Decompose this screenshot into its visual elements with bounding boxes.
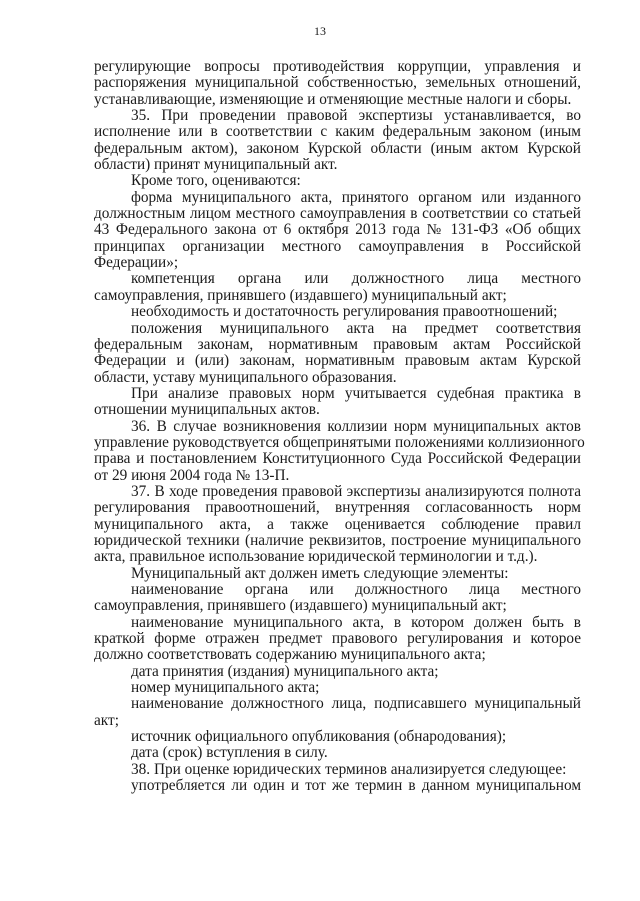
text-line: Федерации и (или) законам, нормативным правовым актам Курской	[94, 352, 581, 370]
text-line: устанавливающие, изменяющие и отменяющие местные налоги и сборы.	[94, 90, 572, 108]
text-line: 38. При оценке юридических терминов анализируется следующее:	[131, 760, 567, 778]
text-line: употребляется ли один и тот же термин в данном муниципальном	[131, 777, 581, 795]
text-line: самоуправления, принявшего (издавшего) муниципальный акт;	[94, 286, 507, 304]
text-line: права и постановлением Конституционного Суда Российской Федерации	[94, 450, 581, 468]
text-line: форма муниципального акта, принятого органом или изданного	[131, 188, 581, 206]
text-line: акта, правильное использование юридической терминологии и т.д.).	[94, 548, 538, 566]
text-line: самоуправления, принявшего (издавшего) муниципальный акт;	[94, 597, 507, 615]
text-line: наименование органа или должностного лица местного	[131, 581, 581, 598]
text-line: наименование муниципального акта, в котором должен быть в	[131, 613, 581, 631]
text-line: отношении муниципальных актов.	[94, 401, 320, 419]
text-line: номер муниципального акта;	[131, 679, 320, 697]
text-line: юридической техники (наличие реквизитов, построение муниципального	[94, 531, 581, 549]
text-line: принципах организации местного самоуправления в Российской	[94, 237, 581, 255]
text-line: Федерации»;	[94, 254, 179, 272]
page-number: 13	[314, 24, 326, 38]
text-line: 36. В случае возникновения коллизии норм муниципальных актов	[131, 417, 581, 435]
text-line: 37. В ходе проведения правовой экспертизы анализируются полнота	[131, 482, 581, 500]
text-line: положения муниципального акта на предмет соответствия	[131, 319, 581, 337]
text-line: регулирования правоотношений, внутренняя согласованность норм	[94, 499, 581, 517]
text-line: акт;	[94, 711, 119, 729]
text-line: дата (срок) вступления в силу.	[131, 744, 328, 762]
text-line: от 29 июня 2004 года № 13-П.	[94, 466, 290, 484]
text-line: компетенция органа или должностного лица местного	[131, 270, 581, 288]
text-line: 43 Федерального закона от 6 октября 2013 года № 131-ФЗ «Об общих	[94, 221, 581, 239]
text-line: При анализе правовых норм учитывается судебная практика в	[131, 384, 581, 402]
text-line: дата принятия (издания) муниципального акта;	[131, 662, 439, 680]
text-line: распоряжения муниципальной собственностью, земельных отношений,	[94, 74, 581, 92]
text-line: федеральным актом), законом Курской области (иным актом Курской	[94, 139, 581, 157]
text-line: муниципального акта, а также оценивается соблюдение правил	[94, 515, 581, 533]
text-line: Кроме того, оцениваются:	[131, 172, 301, 190]
text-line: федеральным законам, нормативным правовым актам Российской	[94, 335, 581, 353]
text-line: исполнение или в соответствии с каким федеральным законом (иным	[94, 123, 581, 141]
text-line: должно соответствовать содержанию муниципального акта;	[94, 646, 486, 664]
text-line: области, уставу муниципального образования.	[94, 368, 397, 386]
text-line: источник официального опубликования (обнародования);	[131, 728, 507, 746]
text-line: наименование должностного лица, подписавшего муниципальный	[131, 695, 581, 713]
text-line: 35. При проведении правовой экспертизы устанавливается, во	[131, 107, 581, 125]
document-body	[94, 58, 585, 795]
text-line: должностным лицом местного самоуправления в соответствии со статьей	[94, 205, 581, 223]
text-line: управление руководствуется общепринятыми положениями коллизионного	[94, 433, 585, 451]
text-line: Муниципальный акт должен иметь следующие элементы:	[131, 564, 509, 582]
text-line: краткой форме отражен предмет правового регулирования и которое	[94, 630, 581, 648]
text-line: необходимость и достаточность регулирования правоотношений;	[131, 303, 558, 321]
text-line: регулирующие вопросы противодействия коррупции, управления и	[94, 58, 581, 75]
text-line: области) принят муниципальный акт.	[94, 156, 338, 174]
